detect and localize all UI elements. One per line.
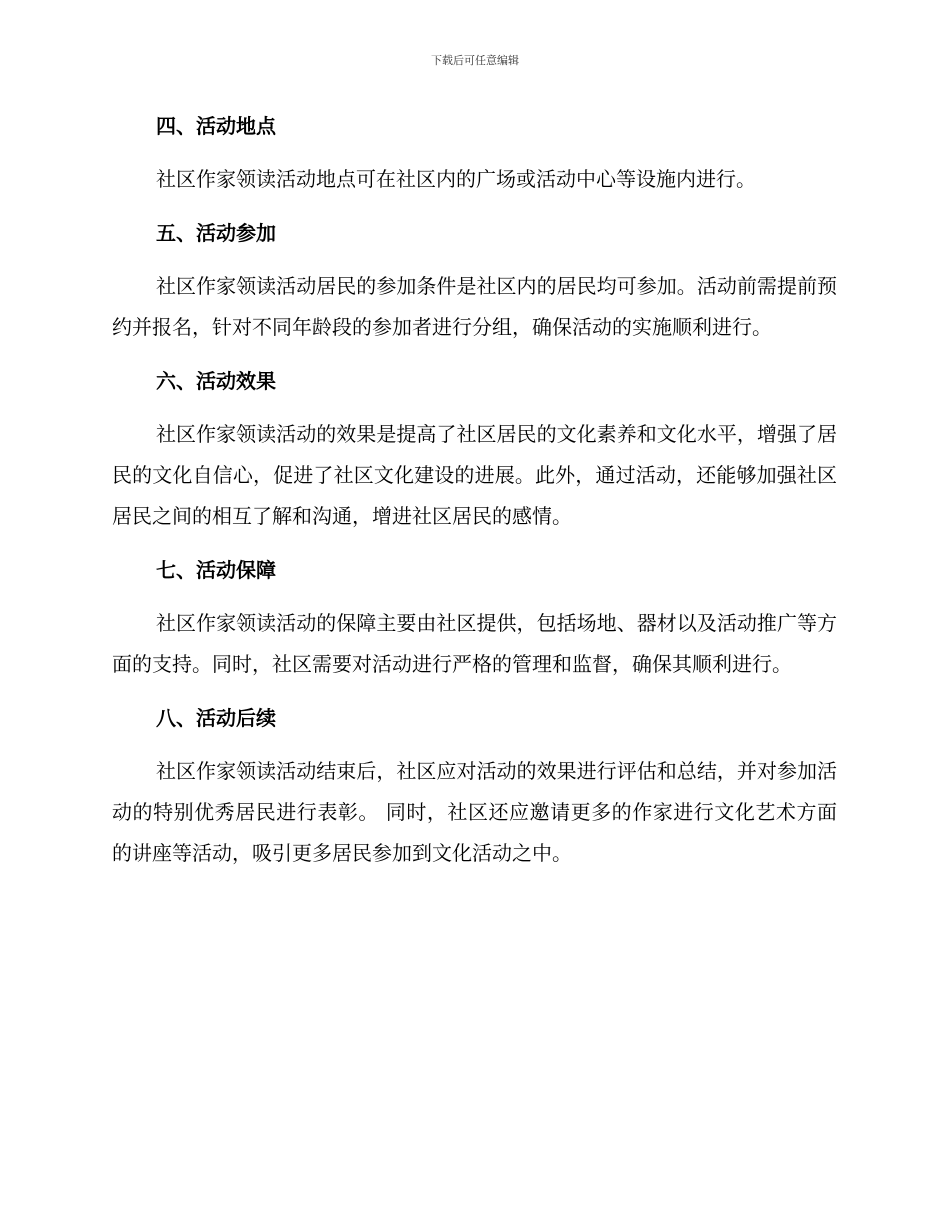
section-heading-effect: 六、活动效果 xyxy=(156,369,276,393)
section-heading-guarantee: 七、活动保障 xyxy=(156,558,276,582)
section-paragraph-guarantee: 社区作家领读活动的保障主要由社区提供，包括场地、器材以及活动推广等方面的支持。同时，社区需要对活动进行严格的管理和监督，确保其顺利进行。 xyxy=(112,611,837,676)
section-paragraph-effect: 社区作家领读活动的效果是提高了社区居民的文化素养和文化水平，增强了居民的文化自信心，促进了社区文化建设的进展。此外，通过活动，还能够加强社区居民之间的相互了解和沟通，增进社区居民的感情。 xyxy=(112,422,837,528)
section-paragraph-location: 社区作家领读活动地点可在社区内的广场或活动中心等设施内进行。 xyxy=(156,167,756,191)
section-heading-location: 四、活动地点 xyxy=(156,114,276,138)
page-header: 下载后可任意编辑 xyxy=(431,54,519,67)
section-paragraph-follow-up: 社区作家领读活动结束后，社区应对活动的效果进行评估和总结，并对参加活动的特别优秀居民进行表彰。 同时，社区还应邀请更多的作家进行文化艺术方面的讲座等活动，吸引更多居民参加到文化活动之中。 xyxy=(112,759,837,865)
section-paragraph-participation: 社区作家领读活动居民的参加条件是社区内的居民均可参加。活动前需提前预约并报名，针对不同年龄段的参加者进行分组，确保活动的实施顺利进行。 xyxy=(112,274,837,339)
section-heading-participation: 五、活动参加 xyxy=(156,221,276,245)
document-body xyxy=(112,104,837,885)
section-heading-follow-up: 八、活动后续 xyxy=(156,706,276,730)
